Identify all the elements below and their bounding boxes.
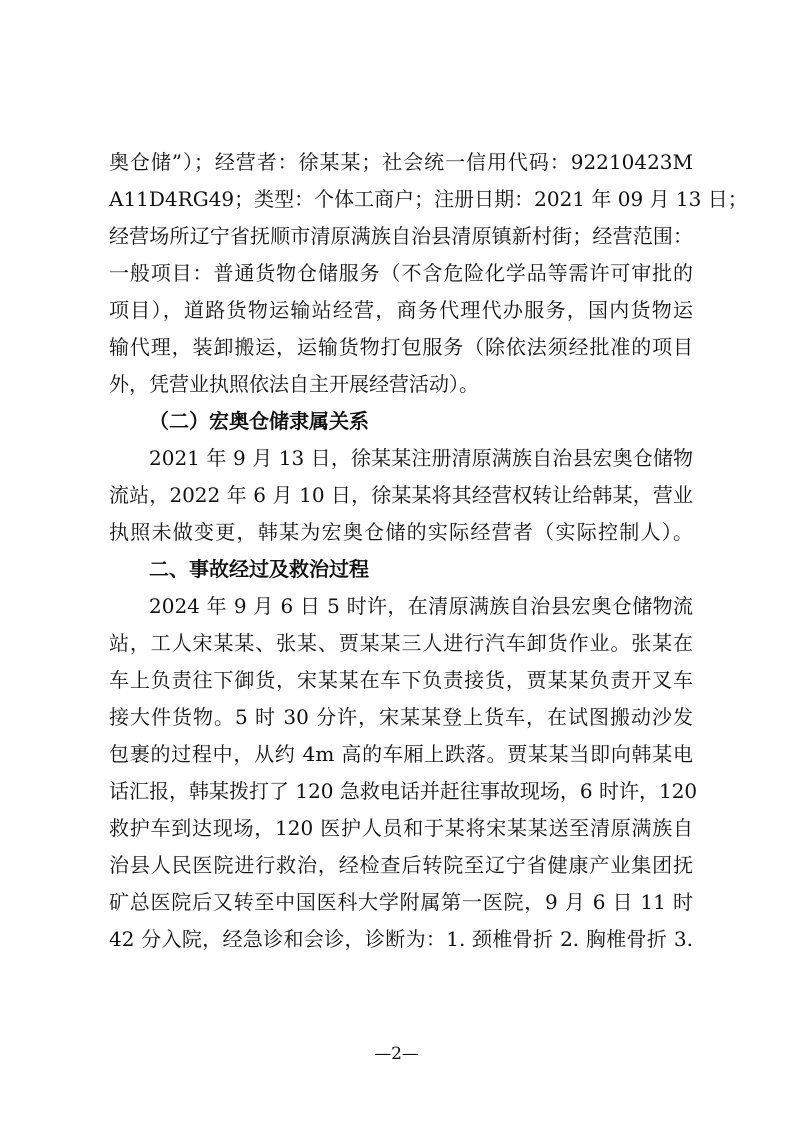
body-text-line: 包裹的过程中，从约 4m 高的车厢上跌落。贾某某当即向韩某电 [109,742,693,766]
body-text-line: 2024 年 9 月 6 日 5 时许，在清原满族自治县宏奥仓储物流 [149,594,693,618]
section-heading: 二、事故经过及救治过程 [149,557,369,581]
body-text-line: 输代理，装卸搬运，运输货物打包服务（除依法须经批准的项目 [109,335,693,359]
body-text-line: 执照未做变更，韩某为宏奥仓储的实际经营者（实际控制人）。 [109,520,693,544]
body-text-line: 接大件货物。5 时 30 分许，宋某某登上货车，在试图搬动沙发 [109,705,693,729]
body-text-line: 奥仓储”）；经营者：徐某某；社会统一信用代码：92210423M [109,150,693,174]
body-text-line: 42 分入院，经急诊和会诊，诊断为：1. 颈椎骨折 2. 胸椎骨折 3. [109,927,693,951]
body-text-line: 矿总医院后又转至中国医科大学附属第一医院，9 月 6 日 11 时 [109,890,693,914]
body-text-line: 流站，2022 年 6 月 10 日，徐某某将其经营权转让给韩某，营业 [109,483,693,507]
page-number: —2— [374,1044,419,1064]
body-text-line: 2021 年 9 月 13 日，徐某某注册清原满族自治县宏奥仓储物 [149,446,693,470]
body-text-line: 一般项目：普通货物仓储服务（不含危险化学品等需许可审批的 [109,261,693,285]
body-text-line: 项目），道路货物运输站经营，商务代理代办服务，国内货物运 [109,298,693,322]
body-text-line: 经营场所辽宁省抚顺市清原满族自治县清原镇新村街；经营范围： [109,224,693,248]
body-text-line: 话汇报，韩某拨打了 120 急救电话并赶往事故现场，6 时许，120 [109,779,698,803]
body-text-line: 治县人民医院进行救治，经检查后转院至辽宁省健康产业集团抚 [109,853,693,877]
body-text-line: 救护车到达现场，120 医护人员和于某将宋某某送至清原满族自 [109,816,693,840]
body-text-line: A11D4RG49；类型：个体工商户；注册日期：2021 年 09 月 13 日； [109,187,748,211]
subsection-heading: （二）宏奥仓储隶属关系 [149,409,369,433]
body-text-line: 站，工人宋某某、张某、贾某某三人进行汽车卸货作业。张某在 [109,631,693,655]
body-text-line: 外，凭营业执照依法自主开展经营活动）。 [109,372,479,396]
body-text-line: 车上负责往下御货，宋某某在车下负责接货，贾某某负责开叉车 [109,668,693,692]
